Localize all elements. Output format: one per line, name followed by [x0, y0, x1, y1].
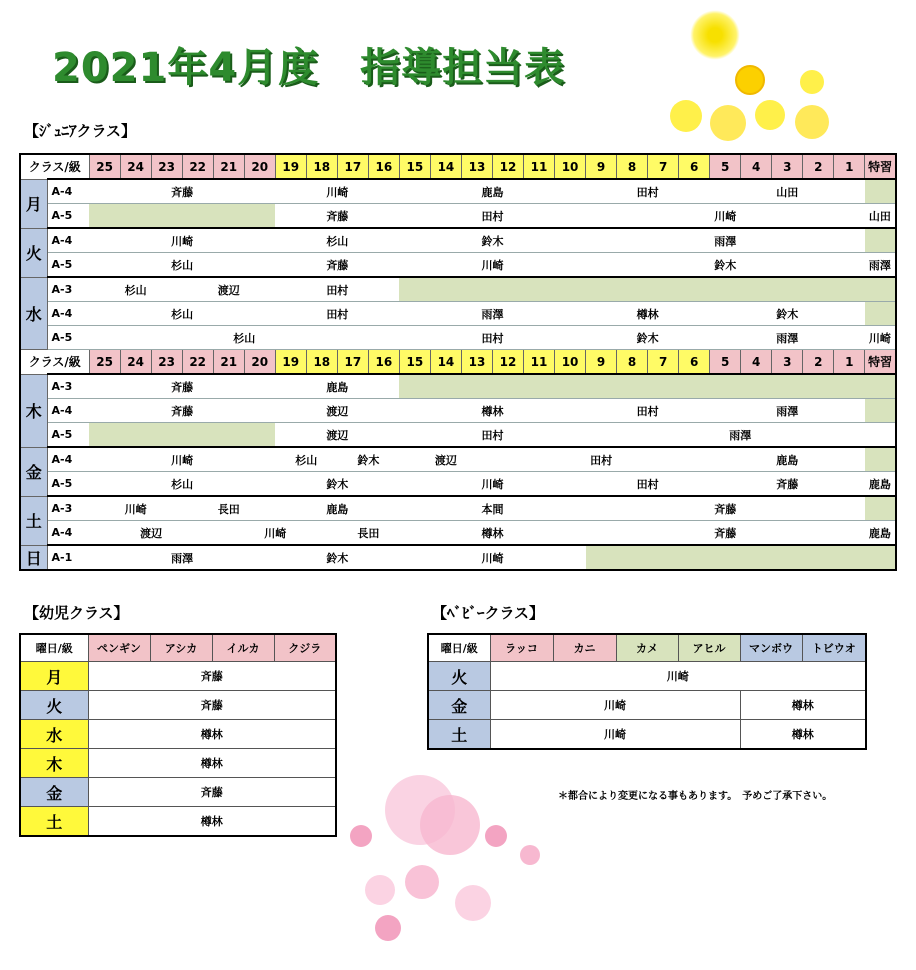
teacher-cell: 杉山: [89, 253, 275, 278]
day-label: 金: [20, 778, 88, 807]
grade-16: 16: [368, 350, 399, 375]
teacher-cell: 樽林: [586, 302, 710, 326]
teacher-cell: 鈴木: [586, 326, 710, 350]
empty-cell: [865, 228, 896, 253]
grade-8: 8: [617, 350, 648, 375]
day-label: 月: [20, 662, 88, 691]
grade-18: 18: [306, 154, 337, 179]
teacher-cell: 斉藤: [88, 778, 336, 807]
teacher-cell: 斉藤: [710, 472, 865, 497]
grade-5: 5: [710, 350, 741, 375]
teacher-cell: 樽林: [740, 691, 866, 720]
table-row: [20, 691, 336, 720]
pink-flower-decoration: [345, 765, 545, 965]
grade-4: 4: [741, 154, 772, 179]
grade-19: 19: [275, 154, 306, 179]
teacher-cell: 田村: [399, 326, 585, 350]
note-text: ＊都合により変更になる事もあります。 予めご了承下さい。: [558, 791, 833, 802]
baby-schedule-table: [427, 633, 867, 750]
table-row: [20, 399, 896, 423]
teacher-cell: 鈴木: [586, 253, 865, 278]
grade-14: 14: [430, 350, 461, 375]
day-thu: 木: [20, 374, 47, 447]
teacher-cell: 樽林: [399, 399, 585, 423]
teacher-cell: 川崎: [865, 326, 896, 350]
day-wed: 水: [20, 277, 47, 350]
grade-8: 8: [617, 154, 648, 179]
day-label: 金: [428, 691, 490, 720]
class-label: A-5: [47, 472, 89, 497]
table-row: [20, 326, 896, 350]
teacher-cell: 渡辺: [89, 521, 213, 546]
teacher-cell: 川崎: [399, 253, 585, 278]
table-row: [20, 179, 896, 204]
teacher-cell: 斉藤: [89, 374, 275, 399]
day-label: 火: [428, 662, 490, 691]
teacher-cell: 杉山: [89, 277, 182, 302]
day-fri: 金: [20, 447, 47, 496]
teacher-cell: 川崎: [89, 447, 275, 472]
day-label: 火: [20, 691, 88, 720]
teacher-cell: 田村: [492, 447, 709, 472]
grade-11: 11: [524, 350, 555, 375]
teacher-cell: 川崎: [89, 496, 182, 521]
class-label: A-5: [47, 423, 89, 448]
level-label: マンボウ: [740, 634, 802, 662]
grade-12: 12: [492, 350, 523, 375]
teacher-cell: 雨澤: [586, 423, 896, 448]
teacher-cell: 田村: [275, 302, 399, 326]
rapeseed-flower-decoration: [650, 5, 840, 140]
teacher-cell: 川崎: [275, 179, 399, 204]
teacher-cell: 杉山: [89, 472, 275, 497]
class-label: A-1: [47, 545, 89, 570]
teacher-cell: 川崎: [89, 228, 275, 253]
teacher-cell: 川崎: [399, 545, 585, 570]
table-row: [20, 778, 336, 807]
grade-6: 6: [679, 350, 710, 375]
table-row: [20, 662, 336, 691]
table-row: [20, 521, 896, 546]
grade-9: 9: [586, 154, 617, 179]
table-row: [20, 807, 336, 837]
teacher-cell: 杉山: [275, 228, 399, 253]
empty-cell: [865, 447, 896, 472]
table-row: [20, 749, 336, 778]
grade-3: 3: [772, 154, 803, 179]
grade-4: 4: [741, 350, 772, 375]
table-row: [20, 204, 896, 229]
grade-24: 24: [120, 350, 151, 375]
teacher-cell: 田村: [275, 277, 399, 302]
teacher-cell: 山田: [710, 179, 865, 204]
class-label: A-5: [47, 253, 89, 278]
class-label: A-5: [47, 204, 89, 229]
teacher-cell: 斉藤: [88, 691, 336, 720]
day-sat: 土: [20, 496, 47, 545]
level-label: カニ: [553, 634, 616, 662]
header-corner: クラス/級: [20, 154, 89, 179]
class-label: A-4: [47, 521, 89, 546]
level-label: アシカ: [150, 634, 212, 662]
teacher-cell: 斉藤: [88, 662, 336, 691]
teacher-cell: 雨澤: [89, 545, 275, 570]
teacher-cell: 雨澤: [710, 326, 865, 350]
level-label: イルカ: [212, 634, 274, 662]
grade-9: 9: [586, 350, 617, 375]
teacher-cell: 樽林: [399, 521, 585, 546]
teacher-cell: 雨澤: [399, 302, 585, 326]
teacher-cell: 川崎: [213, 521, 337, 546]
table-row: [20, 720, 336, 749]
grade-24: 24: [120, 154, 151, 179]
grade-special: 特習: [865, 154, 896, 179]
grade-1: 1: [834, 350, 865, 375]
baby-section-title: 【ﾍﾞﾋﾞｰクラス】: [432, 604, 545, 622]
header-corner: 曜日/級: [20, 634, 88, 662]
table-row: [20, 302, 896, 326]
level-label: クジラ: [274, 634, 336, 662]
junior-schedule-table: [19, 153, 897, 571]
class-label: A-5: [47, 326, 89, 350]
grade-22: 22: [182, 350, 213, 375]
teacher-cell: 鹿島: [865, 472, 896, 497]
teacher-cell: 渡辺: [275, 399, 399, 423]
level-label: トビウオ: [802, 634, 866, 662]
teacher-cell: 田村: [586, 472, 710, 497]
teacher-cell: 鹿島: [275, 374, 399, 399]
teacher-cell: 斉藤: [275, 204, 399, 229]
grade-18: 18: [306, 350, 337, 375]
day-label: 土: [428, 720, 490, 750]
level-label: ラッコ: [490, 634, 553, 662]
teacher-cell: 樽林: [88, 807, 336, 837]
teacher-cell: 雨澤: [865, 253, 896, 278]
teacher-cell: 田村: [399, 423, 585, 448]
day-label: 木: [20, 749, 88, 778]
day-label: 水: [20, 720, 88, 749]
kids-section-title: 【幼児クラス】: [24, 604, 129, 622]
grade-25: 25: [89, 350, 120, 375]
grade-3: 3: [772, 350, 803, 375]
teacher-cell: 川崎: [586, 204, 865, 229]
teacher-cell: 斉藤: [89, 399, 275, 423]
grade-12: 12: [492, 154, 523, 179]
teacher-cell: 川崎: [490, 691, 740, 720]
teacher-cell: 樽林: [88, 749, 336, 778]
teacher-cell: 渡辺: [182, 277, 275, 302]
day-sun: 日: [20, 545, 47, 570]
table-row: [20, 472, 896, 497]
teacher-cell: 田村: [586, 399, 710, 423]
teacher-cell: 鈴木: [275, 545, 399, 570]
teacher-cell: 川崎: [399, 472, 585, 497]
level-label: ペンギン: [88, 634, 150, 662]
table-row: [20, 374, 896, 399]
empty-cell: [865, 496, 896, 521]
grade-25: 25: [89, 154, 120, 179]
teacher-cell: 雨澤: [710, 399, 865, 423]
table-row: [428, 691, 866, 720]
teacher-cell: 本間: [399, 496, 585, 521]
grade-2: 2: [803, 350, 834, 375]
class-label: A-4: [47, 228, 89, 253]
grade-20: 20: [244, 350, 275, 375]
class-label: A-4: [47, 179, 89, 204]
grade-6: 6: [679, 154, 710, 179]
class-label: A-3: [47, 496, 89, 521]
level-label: アヒル: [678, 634, 740, 662]
empty-cell: [399, 374, 896, 399]
grade-21: 21: [213, 350, 244, 375]
grade-header-row: [20, 350, 896, 375]
empty-cell: [865, 179, 896, 204]
day-label: 土: [20, 807, 88, 837]
grade-17: 17: [337, 350, 368, 375]
teacher-cell: 鈴木: [399, 228, 585, 253]
junior-section-title: 【ｼﾞｭﾆｱクラス】: [24, 122, 137, 140]
class-label: A-3: [47, 374, 89, 399]
grade-11: 11: [524, 154, 555, 179]
empty-cell: [89, 423, 275, 448]
table-row: [20, 545, 896, 570]
teacher-cell: 鈴木: [710, 302, 865, 326]
table-row: [20, 228, 896, 253]
grade-17: 17: [337, 154, 368, 179]
header-corner: クラス/級: [20, 350, 89, 375]
empty-cell: [865, 302, 896, 326]
grade-13: 13: [461, 350, 492, 375]
day-tue: 火: [20, 228, 47, 277]
grade-13: 13: [461, 154, 492, 179]
table-row: [20, 277, 896, 302]
grade-20: 20: [244, 154, 275, 179]
day-mon: 月: [20, 179, 47, 228]
teacher-cell: 鈴木: [275, 472, 399, 497]
grade-23: 23: [151, 350, 182, 375]
teacher-cell: 鹿島: [710, 447, 865, 472]
teacher-cell: 渡辺: [399, 447, 492, 472]
teacher-cell: 長田: [182, 496, 275, 521]
grade-5: 5: [710, 154, 741, 179]
grade-header-row: [20, 154, 896, 179]
teacher-cell: 雨澤: [586, 228, 865, 253]
teacher-cell: 斉藤: [586, 521, 865, 546]
grade-19: 19: [275, 350, 306, 375]
class-label: A-4: [47, 399, 89, 423]
empty-cell: [865, 399, 896, 423]
teacher-cell: 鹿島: [275, 496, 399, 521]
teacher-cell: 杉山: [275, 447, 337, 472]
grade-1: 1: [834, 154, 865, 179]
page-title: 2021年4月度 指導担当表: [52, 45, 566, 91]
grade-23: 23: [151, 154, 182, 179]
kids-header-row: [20, 634, 336, 662]
table-row: [20, 447, 896, 472]
baby-header-row: [428, 634, 866, 662]
teacher-cell: 鈴木: [337, 447, 399, 472]
class-label: A-4: [47, 447, 89, 472]
header-corner: 曜日/級: [428, 634, 490, 662]
grade-10: 10: [555, 154, 586, 179]
empty-cell: [586, 545, 896, 570]
grade-16: 16: [368, 154, 399, 179]
class-label: A-4: [47, 302, 89, 326]
grade-7: 7: [648, 350, 679, 375]
teacher-cell: 鹿島: [399, 179, 585, 204]
teacher-cell: 斉藤: [586, 496, 865, 521]
teacher-cell: 山田: [865, 204, 896, 229]
teacher-cell: 川崎: [490, 720, 740, 750]
empty-cell: [89, 204, 275, 229]
grade-10: 10: [555, 350, 586, 375]
grade-14: 14: [430, 154, 461, 179]
grade-2: 2: [803, 154, 834, 179]
teacher-cell: 斉藤: [89, 179, 275, 204]
teacher-cell: 杉山: [89, 326, 399, 350]
teacher-cell: 渡辺: [275, 423, 399, 448]
teacher-cell: 樽林: [740, 720, 866, 750]
kids-schedule-table: [19, 633, 337, 837]
grade-special: 特習: [865, 350, 896, 375]
table-row: [20, 423, 896, 448]
empty-cell: [399, 277, 896, 302]
teacher-cell: 杉山: [89, 302, 275, 326]
teacher-cell: 長田: [337, 521, 399, 546]
teacher-cell: 斉藤: [275, 253, 399, 278]
teacher-cell: 鹿島: [865, 521, 896, 546]
table-row: [428, 720, 866, 750]
teacher-cell: 川崎: [490, 662, 866, 691]
teacher-cell: 樽林: [88, 720, 336, 749]
grade-15: 15: [399, 154, 430, 179]
grade-15: 15: [399, 350, 430, 375]
grade-22: 22: [182, 154, 213, 179]
table-row: [20, 253, 896, 278]
table-row: [20, 496, 896, 521]
grade-7: 7: [648, 154, 679, 179]
teacher-cell: 田村: [586, 179, 710, 204]
level-label: カメ: [616, 634, 678, 662]
teacher-cell: 田村: [399, 204, 585, 229]
class-label: A-3: [47, 277, 89, 302]
table-row: [428, 662, 866, 691]
grade-21: 21: [213, 154, 244, 179]
